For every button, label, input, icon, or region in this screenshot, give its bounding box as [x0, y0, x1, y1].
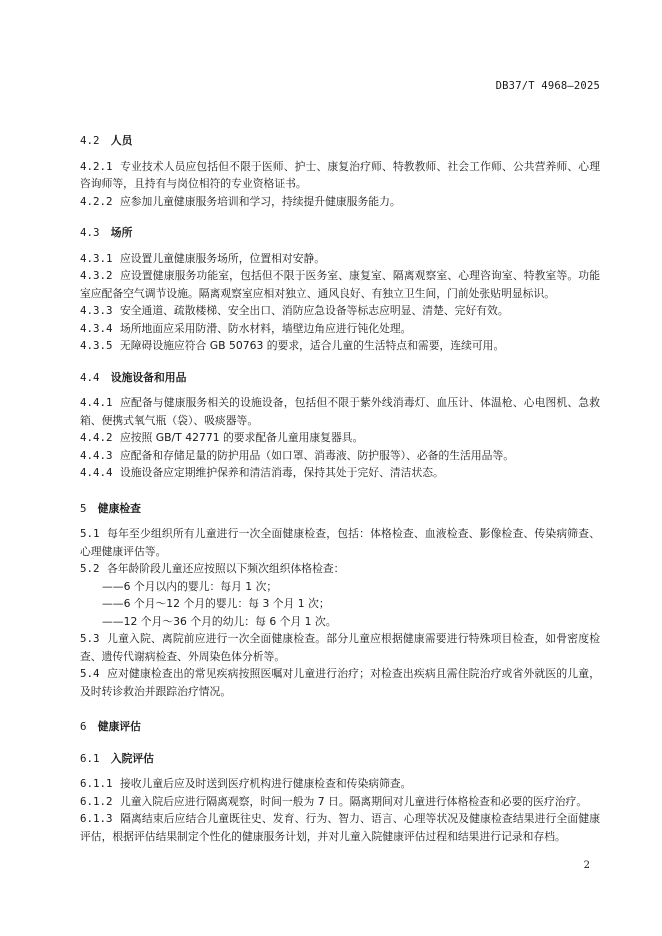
clause-4-4-2 [80, 429, 600, 447]
section-title: 健康评估 [97, 720, 141, 733]
clause-4-3-4 [80, 320, 600, 338]
section-number: 4.3 [80, 226, 100, 239]
clause-number: 4.4.3 [80, 448, 113, 462]
clause-text: 应设置健康服务功能室，包括但不限于医务室、康复室、隔离观察室、心理咨询室、特教室等。功能室应配备空气调节设施。隔离观察室应相对独立、通风良好、有独立卫生间，门前处张贴明显标识。 [80, 269, 600, 300]
clause-text: 每年至少组织所有儿童进行一次全面健康检查，包括：体格检查、血液检查、影像检查、传染病筛查、心理健康评估等。 [80, 527, 600, 558]
section-number: 5 [80, 501, 87, 515]
clause-text: 各年龄阶段儿童还应按照以下频次组织体格检查： [106, 562, 345, 575]
clause-text: 应参加儿童健康服务培训和学习，持续提升健康服务能力。 [119, 194, 401, 208]
clause-4-3-5 [80, 337, 600, 355]
section-number: 6.1 [80, 751, 100, 765]
clause-4-3-1 [80, 250, 600, 268]
clause-number: 4.2.1 [80, 159, 113, 173]
clause-4-4-4 [80, 464, 600, 482]
clause-number: 6.1.2 [80, 794, 113, 808]
clause-number: 4.3.1 [80, 251, 113, 265]
clause-6-1-1 [80, 775, 600, 793]
clause-4-4-1 [80, 394, 600, 429]
clause-5-2 [80, 560, 600, 578]
clause-number: 5.3 [80, 632, 100, 645]
clause-number: 5.1 [80, 527, 100, 540]
clause-text: 应按照 GB/T 42771 的要求配备儿童用康复器具。 [119, 431, 364, 444]
clause-text: 应配备和存储足量的防护用品（如口罩、消毒液、防护服等）、必备的生活用品等。 [119, 448, 515, 462]
section-heading-4-2 [80, 132, 600, 150]
clause-number: 4.3.5 [80, 339, 113, 352]
section-title: 人员 [110, 134, 133, 147]
clause-text: 儿童入院后应进行隔离观察，时间一般为 7 日。隔离期间对儿童进行体格检查和必要的医疗治疗。 [119, 794, 588, 808]
section-number: 6 [80, 720, 87, 733]
clause-4-2-1 [80, 158, 600, 193]
clause-text: 场所地面应采用防滑、防水材料，墙壁边角应进行钝化处理。 [119, 321, 412, 335]
clause-number: 4.3.3 [80, 304, 113, 317]
clause-text: 安全通道、疏散楼梯、安全出口、消防应急设备等标志应明显、清楚、完好有效。 [119, 304, 509, 317]
clause-4-4-3 [80, 447, 600, 465]
list-item: ——12 个月～36 个月的幼儿：每 6 个月 1 次。 [102, 614, 337, 628]
clause-number: 4.3.2 [80, 269, 113, 282]
clause-5-3 [80, 630, 600, 665]
clause-number: 5.4 [80, 667, 100, 680]
clause-text: 接收儿童后应及时送到医疗机构进行健康检查和传染病筛查。 [119, 777, 412, 790]
list-item: ——6 个月～12 个月的婴儿：每 3 个月 1 次； [102, 597, 330, 610]
section-heading-6 [80, 718, 600, 736]
clause-text: 隔离结束后应结合儿童既往史、发育、行为、智力、语言、心理等状况及健康检查结果进行全面健康评估，根据评估结果制定个性化的健康服务计划，并对儿童入院健康评估过程和结果进行记录和存档。 [80, 812, 600, 843]
clause-text: 设施设备应定期维护保养和清洁消毒，保持其处于完好、清洁状态。 [119, 466, 444, 479]
section-title: 场所 [110, 226, 133, 239]
clause-text: 应设置儿童健康服务场所，位置相对安静。 [119, 251, 326, 265]
clause-4-3-3 [80, 302, 600, 320]
page-number: 2 [583, 860, 590, 871]
clause-number: 4.2.2 [80, 194, 113, 208]
section-heading-6-1 [80, 750, 600, 768]
clause-5-4 [80, 665, 600, 700]
clause-number: 5.2 [80, 562, 100, 575]
clause-4-2-2 [80, 193, 600, 211]
section-heading-4-4 [80, 369, 600, 387]
clause-number: 4.4.2 [80, 431, 113, 444]
section-title: 设施设备和用品 [110, 370, 187, 384]
document-body [80, 104, 600, 845]
clause-text: 应对健康检查出的常见疾病按照医嘱对儿童进行治疗；对检查出疾病且需住院治疗或省外就医的儿童，及时转诊救治并跟踪治疗情况。 [80, 667, 600, 698]
clause-number: 6.1.1 [80, 777, 113, 790]
clause-text: 应配备与健康服务相关的设施设备，包括但不限于紫外线消毒灯、血压计、体温枪、心电图机、急救箱、便携式氧气瓶（袋）、吸痰器等。 [80, 396, 600, 427]
document-code: DB37/T 4968—2025 [495, 80, 600, 92]
section-number: 4.2 [80, 134, 100, 147]
list-item: ——6 个月以内的婴儿：每月 1 次； [102, 579, 278, 593]
clause-4-3-2 [80, 267, 600, 302]
section-heading-5 [80, 500, 600, 518]
section-title: 入院评估 [110, 751, 154, 765]
clause-6-1-3 [80, 810, 600, 845]
section-title: 健康检查 [97, 501, 141, 515]
clause-number: 4.3.4 [80, 321, 113, 335]
clause-number: 6.1.3 [80, 812, 113, 825]
section-heading-4-3 [80, 224, 600, 242]
clause-number: 4.4.1 [80, 396, 113, 409]
section-number: 4.4 [80, 370, 100, 384]
clause-5-1 [80, 525, 600, 560]
clause-text: 儿童入院、离院前应进行一次全面健康检查。部分儿童应根据健康需要进行特殊项目检查，如骨密度检查、遗传代谢病检查、外周染色体分析等。 [80, 632, 600, 663]
clause-number: 4.4.4 [80, 466, 113, 479]
clause-text: 无障碍设施应符合 GB 50763 的要求，适合儿童的生活特点和需要，连续可用。 [119, 339, 505, 352]
clause-text: 专业技术人员应包括但不限于医师、护士、康复治疗师、特教教师、社会工作师、公共营养师、心理咨询师等，且持有与岗位相符的专业资格证书。 [80, 159, 600, 190]
clause-6-1-2 [80, 793, 600, 811]
